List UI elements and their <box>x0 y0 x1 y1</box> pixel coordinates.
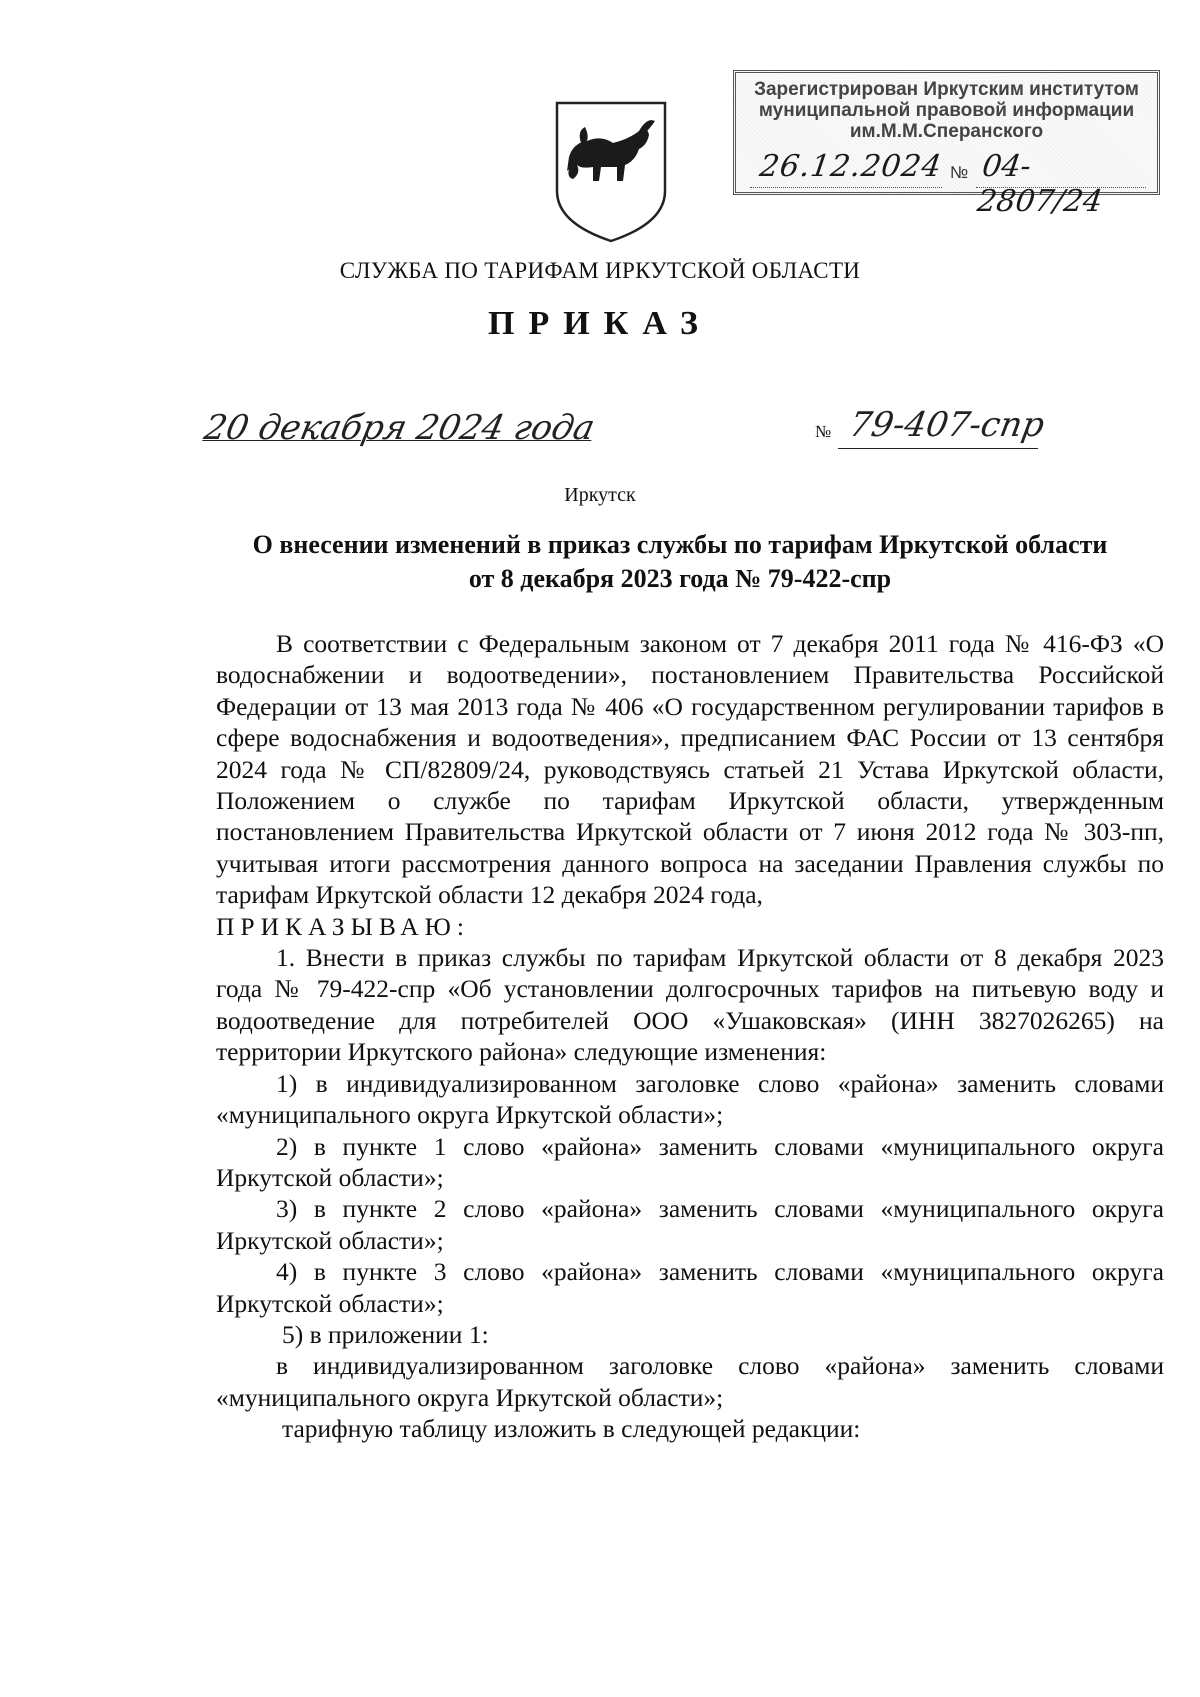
document-body <box>216 628 1164 1445</box>
coat-of-arms-icon <box>551 95 671 245</box>
title-line-1: О внесении изменений в приказ службы по тарифам Иркутской области <box>252 530 1108 559</box>
stamp-number: 04-2807/24 <box>975 149 1105 219</box>
subitem-1: 1) в индивидуализированном заголовке слово «района» заменить словами «муниципального округа Иркутской области»; <box>216 1068 1164 1130</box>
item-1-paragraph: 1. Внести в приказ службы по тарифам Иркутской области от 8 декабря 2023 года № 79-422-спр «Об установлении долгосрочных тарифов на питьевую воду и водоотведение для потребителей ООО «Ушаковская» (ИНН 3827026265) на территории Иркутского района» следующие изменения: <box>216 943 1164 1067</box>
handwritten-order-date: 20 декабря 2024 года <box>200 408 599 448</box>
subitem-4: 4) в пункте 3 слово «района» заменить словами «муниципального округа Иркутской области»; <box>216 1257 1164 1318</box>
subitem-5a: в индивидуализированном заголовке слово «района» заменить словами «муниципального округа Иркутской области»; <box>216 1351 1164 1412</box>
stamp-date: 26.12.2024 <box>757 149 945 184</box>
city-name: Иркутск <box>564 484 636 506</box>
subitem-5: 5) в приложении 1: <box>282 1319 489 1349</box>
stamp-line-1: Зарегистрирован Иркутским институтом <box>754 79 1139 100</box>
subitem-5b: тарифную таблицу изложить в следующей редакции: <box>282 1414 861 1444</box>
order-word: ПРИКАЗЫВАЮ: <box>216 911 470 941</box>
registration-stamp <box>733 70 1160 219</box>
subitem-3: 3) в пункте 2 слово «района» заменить словами «муниципального округа Иркутской области»; <box>216 1194 1164 1255</box>
preamble-paragraph: В соответствии с Федеральным законом от 7 декабря 2011 года № 416-ФЗ «О водоснабжении и водоотведении», постановлением Правительства Российской Федерации от 13 мая 2013 года № 406 «О государственном регулировании тарифов в сфере водоснабжения и водоотведения», предписанием ФАС России от 13 сентября 2024 года № СП/82809/24, руководствуясь статьей 21 Устава Иркутской области, Положением о службе по тарифам Иркутской области, утвержденным постановлением Правительства Иркутской области от 7 июня 2012 года № 303-пп, учитывая итоги рассмотрения данного вопроса на заседании Правления службы по тарифам Иркутской области 12 декабря 2024 года, <box>216 629 1164 910</box>
handwritten-order-number: 79-407-спр <box>846 405 1048 445</box>
order-number-underline <box>838 448 1038 449</box>
stamp-number-label: № <box>950 163 969 182</box>
organization-name: СЛУЖБА ПО ТАРИФАМ ИРКУТСКОЙ ОБЛАСТИ <box>339 258 861 283</box>
subitem-2: 2) в пункте 1 слово «района» заменить словами «муниципального округа Иркутской области»; <box>216 1131 1164 1192</box>
stamp-number-underline <box>976 187 1146 188</box>
stamp-registration-row <box>750 149 1150 219</box>
stamp-line-3: им.М.М.Сперанского <box>849 121 1044 142</box>
document-type: ПРИКАЗ <box>488 305 712 342</box>
stamp-line-2: муниципальной правовой информации <box>758 100 1135 121</box>
order-number-label: № <box>815 422 832 441</box>
title-line-2: от 8 декабря 2023 года № 79-422-спр <box>468 564 892 593</box>
document-title <box>200 528 1160 596</box>
stamp-date-underline <box>750 187 942 188</box>
